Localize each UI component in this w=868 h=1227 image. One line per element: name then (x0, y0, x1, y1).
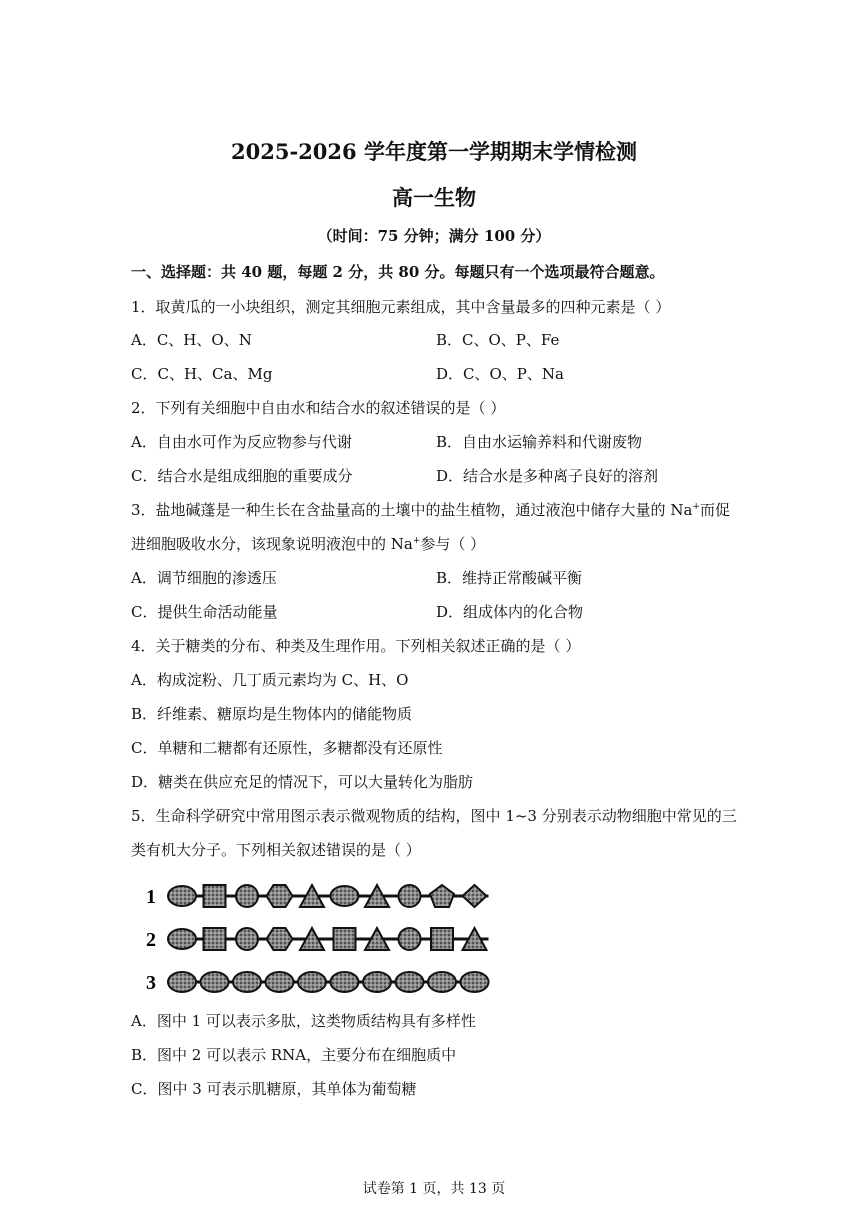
question-1-option-a: A．C、H、O、N (131, 331, 252, 349)
question-4-option-c: C．单糖和二糖都有还原性，多糖都没有还原性 (131, 739, 443, 757)
question-5-stem-line2: 类有机大分子。下列相关叙述错误的是（ ） (131, 841, 421, 859)
monomer-circle (399, 885, 421, 907)
question-2-stem: 2．下列有关细胞中自由水和结合水的叙述错误的是（ ） (131, 399, 506, 417)
macromolecule-figure (140, 874, 520, 1004)
question-4-option-b: B．纤维素、糖原均是生物体内的储能物质 (131, 705, 413, 723)
question-3-stem-line1-text: 3．盐地碱蓬是一种生长在含盐量高的土壤中的盐生植物，通过液泡中储存大量的 Na (131, 501, 693, 519)
monomer-ellipse (266, 972, 294, 992)
question-5-stem-line1: 5．生命科学研究中常用图示表示微观物质的结构，图中 1~3 分别表示动物细胞中常见的三 (131, 807, 737, 825)
question-1-option-c: C．C、H、Ca、Mg (131, 365, 273, 383)
question-1-stem: 1．取黄瓜的一小块组织，测定其细胞元素组成，其中含量最多的四种元素是（ ） (131, 298, 671, 316)
chain-2-nucleic-acid (168, 928, 489, 950)
question-3-stem-line1 (131, 500, 730, 520)
question-3-option-c: C．提供生命活动能量 (131, 603, 278, 621)
sodium-ion-charge: + (412, 536, 421, 546)
monomer-ellipse (396, 972, 424, 992)
monomer-ellipse (168, 929, 196, 949)
figure-label-1: 1 (146, 886, 156, 908)
question-5-option-b: B．图中 2 可以表示 RNA，主要分布在细胞质中 (131, 1046, 457, 1064)
figure-label-2: 2 (146, 929, 156, 951)
question-3-stem-line2-text: 进细胞吸收水分，该现象说明液泡中的 Na (131, 535, 413, 553)
chain-3-polysaccharide (168, 972, 489, 992)
monomer-ellipse (233, 972, 261, 992)
question-5-option-a: A．图中 1 可以表示多肽，这类物质结构具有多样性 (131, 1012, 476, 1030)
monomer-hexagon (267, 885, 293, 907)
question-4-stem: 4．关于糖类的分布、种类及生理作用。下列相关叙述正确的是（ ） (131, 637, 581, 655)
monomer-diamond (463, 885, 487, 907)
page-footer: 试卷第 1 页，共 13 页 (362, 1181, 506, 1197)
sodium-ion-charge: + (692, 502, 700, 512)
question-3-stem-line1-end: 而促 (699, 501, 730, 519)
figure-label-3: 3 (146, 972, 156, 994)
monomer-ellipse (201, 972, 229, 992)
question-2-option-a: A．自由水可作为反应物参与代谢 (131, 433, 352, 451)
section-heading: 一、选择题：共 40 题，每题 2 分，共 80 分。每题只有一个选项最符合题意。 (131, 263, 665, 281)
question-2-option-b: B．自由水运输养料和代谢废物 (436, 433, 643, 451)
exam-title: 2025-2026 学年度第一学期期末学情检测 (231, 139, 637, 164)
monomer-ellipse (168, 886, 196, 906)
monomer-ellipse (428, 972, 456, 992)
monomer-ellipse (331, 886, 359, 906)
chain-1-polypeptide (168, 885, 489, 907)
question-3-option-b: B．维持正常酸碱平衡 (436, 569, 583, 587)
question-1-option-d: D．C、O、P、Na (436, 365, 564, 383)
question-3-stem-line2 (131, 534, 485, 554)
question-3-option-a: A．调节细胞的渗透压 (131, 569, 277, 587)
question-2-option-d: D．结合水是多种离子良好的溶剂 (436, 467, 659, 485)
monomer-circle (236, 928, 258, 950)
monomer-ellipse (363, 972, 391, 992)
exam-time-info: （时间：75 分钟；满分 100 分） (317, 227, 551, 245)
question-3-option-d: D．组成体内的化合物 (436, 603, 584, 621)
monomer-pentagon (430, 885, 454, 907)
monomer-ellipse (331, 972, 359, 992)
question-2-option-c: C．结合水是组成细胞的重要成分 (131, 467, 353, 485)
question-1-option-b: B．C、O、P、Fe (436, 331, 560, 349)
monomer-ellipse (461, 972, 489, 992)
monomer-square (204, 885, 226, 907)
question-5-option-c: C．图中 3 可表示肌糖原，其单体为葡萄糖 (131, 1080, 417, 1098)
monomer-square (431, 928, 453, 950)
monomer-ellipse (298, 972, 326, 992)
monomer-square (204, 928, 226, 950)
exam-subject: 高一生物 (392, 185, 476, 210)
monomer-hexagon (267, 928, 293, 950)
question-4-option-d: D．糖类在供应充足的情况下，可以大量转化为脂肪 (131, 773, 474, 791)
question-4-option-a: A．构成淀粉、几丁质元素均为 C、H、O (131, 671, 409, 689)
monomer-square (334, 928, 356, 950)
monomer-circle (236, 885, 258, 907)
monomer-ellipse (168, 972, 196, 992)
monomer-circle (399, 928, 421, 950)
question-3-stem-line2-end: 参与（ ） (420, 535, 486, 553)
